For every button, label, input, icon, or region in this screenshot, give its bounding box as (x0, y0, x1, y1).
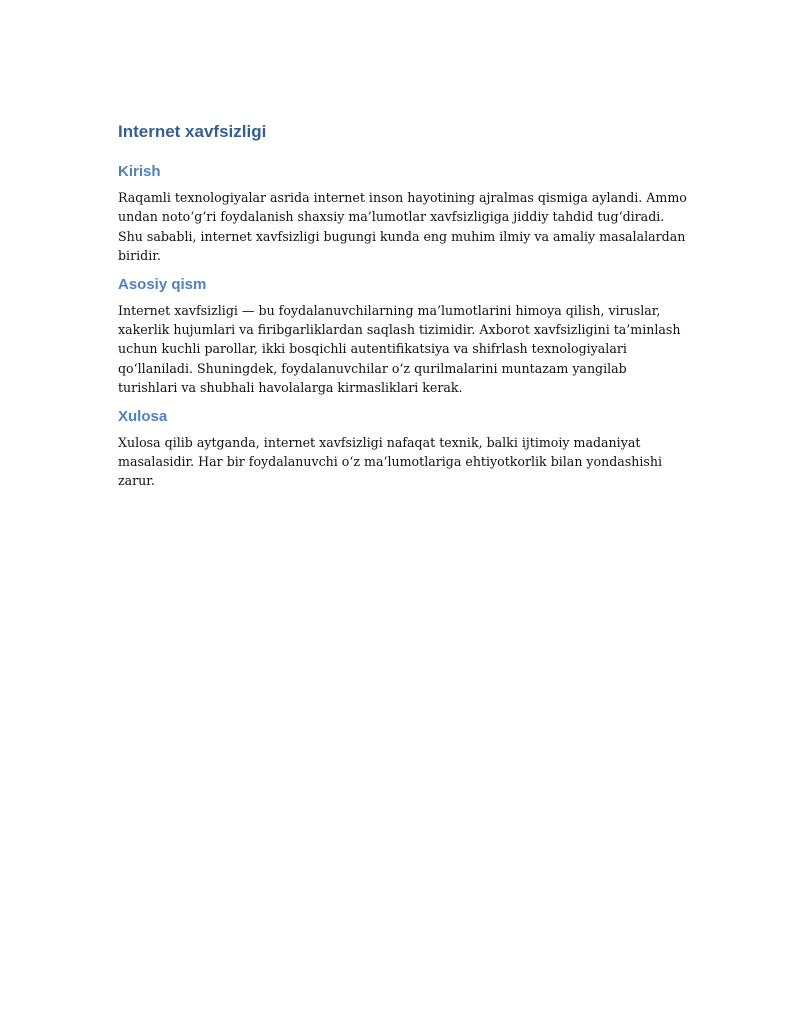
section-heading: Asosiy qism (118, 275, 207, 293)
section-paragraph: Internet xavfsizligi — bu foydalanuvchilarning ma’lumotlarini himoya qilish, viruslar, xakerlik hujumlari va firibgarliklardan saqlash tizimidir. Axborot xavfsizligini ta’minlash uchun kuchli parollar, ikki bosqichli autentifikatsiya va shifrlash texnologiyalari qo‘llaniladi. Shuningdek, foydalanuvchilar o‘z qurilmalarini muntazam yangilab turishlari va shubhali havolalarga kirmasliklari kerak. (118, 302, 681, 396)
document-title: Internet xavfsizligi (118, 122, 267, 141)
section-heading: Kirish (118, 163, 161, 180)
section-heading: Xulosa (118, 407, 168, 425)
section-kirish (118, 162, 688, 266)
section-xulosa (118, 407, 688, 491)
section-paragraph: Xulosa qilib aytganda, internet xavfsizligi nafaqat texnik, balki ijtimoiy madaniyat masalasidir. Har bir foydalanuvchi o‘z ma’lumotlariga ehtiyotkorlik bilan yondashishi zarur. (118, 434, 663, 489)
document-content (118, 120, 688, 500)
section-paragraph: Raqamli texnologiyalar asrida internet inson hayotining ajralmas qismiga aylandi. Ammo undan noto‘g‘ri foydalanish shaxsiy ma’lumotlar xavfsizligiga jiddiy tahdid tug‘diradi. Shu sababli, internet xavfsizligi bugungi kunda eng muhim ilmiy va amaliy masalalardan biridir. (118, 190, 687, 264)
section-asosiy-qism (118, 275, 688, 398)
